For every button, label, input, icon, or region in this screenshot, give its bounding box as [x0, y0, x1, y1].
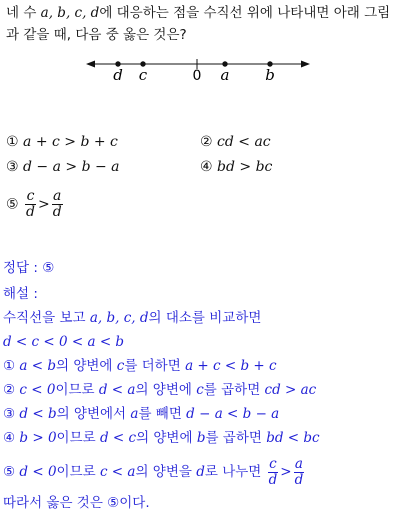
- option-3[interactable]: [6, 158, 120, 176]
- option-4[interactable]: [200, 158, 272, 176]
- explanation-line-2: d < c < 0 < a < b: [3, 334, 125, 350]
- option-number: ④: [200, 159, 213, 175]
- option-expression: bd > bc: [217, 159, 273, 175]
- question-vars: a, b, c, d: [40, 5, 100, 21]
- number-line: [0, 48, 400, 138]
- explanation-label: 해설 :: [3, 286, 38, 302]
- explanation-line-4: ② c < 0이므로 d < a의 양변에 c를 곱하면 cd > ac: [3, 382, 317, 398]
- question-part: 에 대응하는 점을 수직선 위에 나타내면 아래 그림과 같을 때, 다음 중 옳은 것은?: [6, 5, 391, 43]
- option-2[interactable]: [200, 133, 271, 151]
- question-part: 네 수: [6, 5, 41, 21]
- option-expression: d − a > b − a: [23, 159, 120, 175]
- option-expression: cd < ac: [217, 134, 271, 150]
- fraction: $\frac{a}{d}$: [52, 188, 62, 220]
- label-d: d: [113, 66, 123, 84]
- label-a: a: [220, 66, 230, 84]
- option-1[interactable]: [6, 133, 118, 151]
- left-arrow-icon: [86, 61, 95, 68]
- option-number: ⑤: [6, 196, 19, 213]
- label-c: c: [138, 66, 148, 84]
- operator: >: [37, 196, 50, 213]
- option-number: ③: [6, 159, 19, 175]
- explanation-line-1: 수직선을 보고 a, b, c, d의 대소를 비교하면: [3, 310, 262, 326]
- fraction: $\frac{c}{d}$: [268, 455, 278, 488]
- option-expression: a + c > b + c: [23, 134, 118, 150]
- question-text: [6, 2, 394, 46]
- fraction: $\frac{a}{d}$: [294, 455, 304, 488]
- explanation-line-7: ⑤ d < 0이므로 c < a의 양변을 d로 나누면 $\frac{c}{d}$ > $\frac{a}{d}$: [3, 455, 304, 488]
- label-0: 0: [192, 68, 202, 84]
- explanation-line-6: ④ b > 0이므로 d < c의 양변에 b를 곱하면 bd < bc: [3, 430, 320, 446]
- explanation-conclusion: 따라서 옳은 것은 ⑤이다.: [3, 495, 150, 511]
- answer-label: 정답 : ⑤: [3, 260, 55, 276]
- right-arrow-icon: [301, 61, 310, 68]
- explanation-line-3: ① a < b의 양변에 c를 더하면 a + c < b + c: [3, 358, 277, 374]
- fraction: $\frac{c}{d}$: [26, 188, 35, 220]
- option-5[interactable]: [6, 189, 65, 220]
- option-number: ②: [200, 134, 213, 150]
- option-number: ①: [6, 134, 19, 150]
- label-b: b: [265, 66, 275, 84]
- explanation-line-5: ③ d < b의 양변에서 a를 빼면 d − a < b − a: [3, 406, 280, 422]
